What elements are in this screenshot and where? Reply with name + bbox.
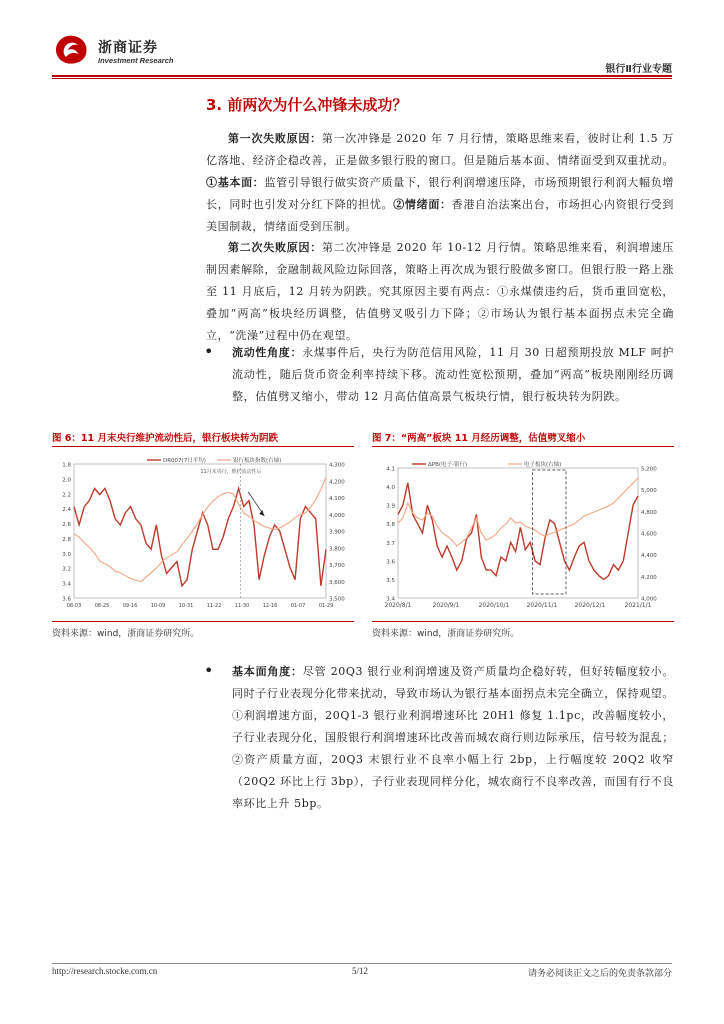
figure-7-chart	[372, 450, 674, 620]
annotation-label: 11月末央行，维护流动性后	[200, 469, 262, 475]
section-heading: 3. 前两次为什么冲锋未成功？	[206, 96, 408, 114]
y-right-tick-label: 3,900	[329, 529, 345, 536]
x-tick-label: 2020/8/1	[384, 602, 412, 609]
figure-7-source: 资料来源：wind，浙商证券研究所。	[372, 629, 520, 639]
figure-6-title-rule	[52, 446, 354, 447]
y-left-tick-label: 3.0	[62, 551, 71, 558]
y-left-tick-label: 3.4	[386, 596, 395, 603]
bullet-dot-2: •	[204, 661, 214, 680]
y-right-tick-label: 4,000	[641, 596, 657, 603]
y-left-tick-label: 3.6	[62, 596, 71, 603]
x-tick-label: 2020/11/1	[526, 602, 558, 609]
y-right-tick-label: 5,000	[641, 488, 657, 495]
y-right-tick-label: 3,500	[329, 596, 345, 603]
x-tick-label: 11-30	[234, 603, 250, 609]
y-right-tick-label: 4,600	[641, 531, 657, 538]
second-failure-lead: 第二次失败原因：	[228, 241, 322, 254]
legend-label-b: 电子板块(右轴)	[524, 462, 562, 468]
fundamentals-angle-lead: 基本面角度：	[232, 665, 303, 678]
figure-6-bottom-rule	[52, 621, 354, 622]
y-right-tick-label: 4,200	[329, 479, 345, 486]
x-tick-label: 12-16	[262, 603, 278, 609]
y-right-tick-label: 4,100	[329, 496, 345, 502]
page-number: 5/12	[352, 966, 369, 976]
y-left-tick-label: 1.8	[62, 462, 71, 469]
paragraph-second-failure	[206, 237, 674, 347]
fundamentals-text: 监管引导银行做实资产质量下，银行利润增速压降，市场预期银行利润大幅负增长，同时也引发对分红下降的担忧。	[206, 176, 674, 211]
figure-6-source: 资料来源：wind，浙商证券研究所。	[52, 629, 200, 639]
first-failure-text: 第一次冲锋是 2020 年 7 月行情，策略思维来看，彼时让利 1.5 万亿落地、经济企稳改善，正是做多银行股的窗口。但是随后基本面、情绪面受到双重扰动。	[206, 132, 674, 167]
second-failure-text: 第二次冲锋是 2020 年 10-12 月行情。策略思维来看，利润增速压制因素解除，金融制裁风险边际回落，策略上再次成为银行股做多窗口。但银行股一路上涨至 11 月底后，12 月转为阴跌。究其原因主要有两点：①永煤债违约后，货币重回宽松，叠加“两高”板块经历调整，估值劈叉吸引力下降；②市场认为银行基本面拐点未完全确立，“洗澡”过程中仍在观望。	[206, 241, 674, 342]
legend-label-a: DR007(7日平均)	[163, 458, 206, 464]
series-line-b	[74, 477, 326, 581]
y-left-tick-label: 3.7	[386, 540, 395, 547]
footer-url[interactable]: http://research.stocke.com.cn	[52, 966, 158, 976]
header-rule	[52, 75, 672, 77]
x-tick-label: 01-07	[290, 603, 306, 609]
y-left-tick-label: 3.8	[386, 522, 395, 529]
y-left-tick-label: 4.0	[386, 485, 395, 492]
x-tick-label: 09-16	[122, 603, 138, 609]
y-right-tick-label: 3,600	[329, 579, 345, 586]
y-left-tick-label: 3.4	[62, 581, 71, 588]
y-left-tick-label: 2.2	[62, 492, 71, 499]
legend-label-b: 银行板块指数(右轴)	[233, 458, 282, 464]
liquidity-text: 永煤事件后，央行为防范信用风险，11 月 30 日超预期投放 MLF 呵护流动性，随后货币资金利率持续下移。流动性宽松预期，叠加“两高”板块刚刚经历调整，估值劈叉缩小，带动 12 月高估值高景气板块行情，银行板块转为阴跌。	[232, 346, 674, 403]
fundamentals-lead: ①基本面：	[206, 176, 265, 189]
y-left-tick-label: 2.8	[62, 536, 71, 543]
fundamentals-angle-text: 尽管 20Q3 银行业利润增速及资产质量均企稳好转，但好转幅度较小。同时子行业表现分化带来扰动，导致市场认为银行基本面拐点未完全确立，保持观望。①利润增速方面，20Q1-3 银行业利润增速环比 20H1 修复 1.1pc，改善幅度较小，子行业表现分化，国股银行利润增速环比改善而城农商行则边际承压，信号较为混乱；②资产质量方面，20Q3 末银行业不良率小幅上行 2bp，上行幅度较 20Q2 收窄（20Q2 环比上行 3bp），子行业表现同样分化，城农商行不良率改善，而国有行不良率环比上升 5bp。	[232, 665, 674, 810]
series-line-b	[398, 478, 638, 546]
y-left-tick-label: 2.0	[62, 477, 71, 484]
legend-label-a: ΔPB(电子-银行)	[428, 462, 468, 468]
x-tick-label: 08-03	[66, 603, 82, 609]
liquidity-lead: 流动性角度：	[232, 346, 303, 359]
x-tick-label: 08-25	[94, 603, 110, 609]
logo-chinese-name: 浙商证券	[98, 40, 158, 56]
first-failure-lead: 第一次失败原因：	[228, 132, 322, 145]
y-left-tick-label: 3.5	[386, 577, 395, 584]
y-right-tick-label: 4,300	[329, 462, 345, 469]
x-tick-label: 2021/1/1	[624, 602, 652, 609]
x-tick-label: 2020/12/1	[574, 602, 606, 609]
paragraph-first-failure	[206, 128, 674, 238]
bullet-liquidity	[232, 342, 674, 408]
bullet-fundamentals	[232, 661, 674, 815]
logo-english-name: Investment Research	[98, 56, 174, 65]
y-left-tick-label: 4.1	[386, 466, 395, 473]
company-logo	[52, 32, 92, 66]
x-tick-label: 2020/10/1	[478, 602, 510, 609]
sentiment-text: 香港自治法案出台，市场担心内资银行受到美国制裁，情绪面受到压制。	[206, 198, 674, 233]
y-left-tick-label: 3.9	[386, 503, 395, 510]
x-tick-label: 10-09	[150, 603, 166, 609]
sentiment-lead: ②情绪面：	[393, 198, 452, 211]
y-right-tick-label: 3,700	[329, 563, 345, 569]
figure-7-title: 图 7：“两高”板块 11 月经历调整，估值劈叉缩小	[372, 433, 586, 444]
y-right-tick-label: 4,400	[641, 553, 657, 560]
footer-rule	[52, 963, 672, 964]
y-right-tick-label: 5,200	[641, 466, 657, 473]
figure-7-bottom-rule	[372, 621, 674, 622]
section-label: 银行Ⅱ行业专题	[605, 64, 672, 75]
y-left-tick-label: 3.6	[386, 559, 395, 566]
x-tick-label: 2020/9/1	[432, 602, 460, 609]
y-left-tick-label: 3.2	[62, 566, 71, 573]
figure-6-chart	[52, 450, 354, 620]
x-tick-label: 10-31	[178, 603, 194, 609]
y-right-tick-label: 4,200	[641, 574, 657, 581]
figure-7-title-rule	[372, 446, 674, 447]
header-rule-thin	[52, 78, 672, 79]
plot-frame	[74, 464, 326, 598]
y-left-tick-label: 2.6	[62, 522, 71, 529]
x-tick-label: 01-29	[318, 603, 334, 609]
series-line-a	[398, 483, 638, 580]
bullet-dot-1: •	[204, 342, 214, 361]
y-right-tick-label: 4,000	[329, 512, 345, 519]
footer-disclaimer: 请务必阅读正文之后的免责条款部分	[527, 969, 672, 979]
y-right-tick-label: 4,800	[641, 509, 657, 516]
y-right-tick-label: 3,800	[329, 546, 345, 553]
y-left-tick-label: 2.4	[62, 507, 71, 514]
figure-6-title: 图 6：11 月末央行维护流动性后，银行板块转为阴跌	[52, 433, 278, 444]
x-tick-label: 11-22	[206, 603, 222, 609]
annotation-arrow-head	[259, 510, 264, 516]
series-line-a	[74, 488, 326, 585]
